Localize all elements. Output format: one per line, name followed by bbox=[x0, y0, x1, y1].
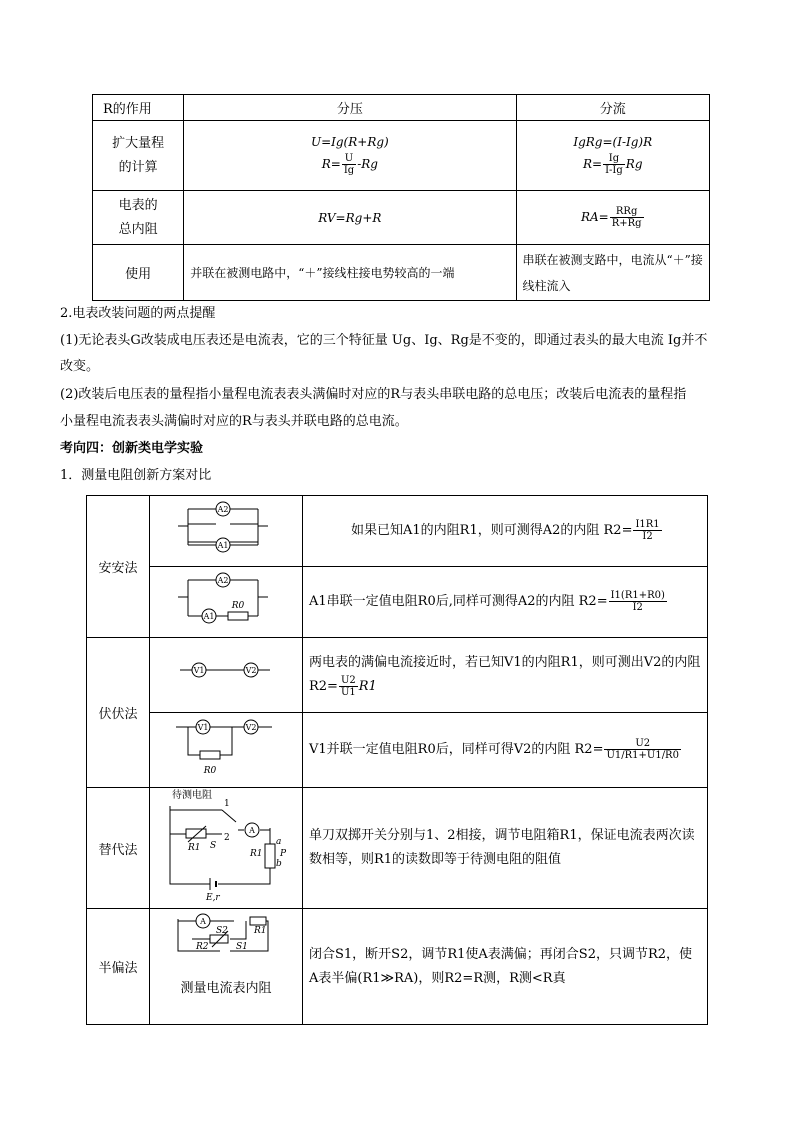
svg-text:1: 1 bbox=[224, 799, 230, 809]
text-aa-2: A1串联一定值电阻R0后,同样可测得A2的内阻 R2= $\frac{I1(R1+R0)}{I2}$ bbox=[303, 567, 708, 638]
range-ammeter-cell: IgRg=(I-Ig)R R= $\frac{Ig}{I-Ig}$ Rg bbox=[516, 121, 710, 191]
svg-text:b: b bbox=[276, 859, 282, 869]
text-vv-1: 两电表的满偏电流接近时，若已知V1的内阻R1，则可测出V2的内阻 R2= $\frac{U2}{U1}$ R1 bbox=[303, 638, 708, 713]
svg-text:S: S bbox=[210, 841, 217, 851]
section4-subtitle: 1．测量电阻创新方案对比 bbox=[60, 468, 212, 483]
diagram-aa-2 bbox=[150, 567, 303, 638]
svg-text:R0: R0 bbox=[231, 601, 245, 611]
diagram-vv-2 bbox=[150, 713, 303, 788]
svg-text:A: A bbox=[200, 917, 206, 926]
label-a1: A1 bbox=[217, 541, 229, 550]
svg-text:2: 2 bbox=[224, 833, 230, 843]
method-name-half: 半偏法 bbox=[87, 909, 150, 1025]
diagram-vv-1 bbox=[150, 638, 303, 713]
resistance-label: 电表的 总内阻 bbox=[93, 191, 184, 245]
method-name-sub: 替代法 bbox=[87, 788, 150, 909]
svg-text:P: P bbox=[280, 849, 287, 859]
svg-text:S2: S2 bbox=[216, 926, 228, 936]
section2-title: 2.电表改装问题的两点提醒 bbox=[60, 306, 216, 321]
range-label: 扩大量程 的计算 bbox=[93, 121, 184, 191]
svg-text:a: a bbox=[276, 837, 282, 847]
svg-text:S1: S1 bbox=[236, 942, 248, 952]
svg-text:R2: R2 bbox=[196, 942, 209, 952]
resistance-ammeter-cell: RA= $\frac{\text{RRg}}{R+Rg}$ bbox=[516, 191, 710, 245]
svg-text:R0: R0 bbox=[203, 766, 217, 776]
resistance-voltmeter-cell: RV=Rg+R bbox=[184, 191, 516, 245]
svg-text:V1: V1 bbox=[193, 666, 205, 675]
use-label: 使用 bbox=[93, 245, 184, 301]
circuit-two-ammeters bbox=[150, 496, 302, 562]
half-caption: 测量电流表内阻 bbox=[180, 981, 272, 996]
text-aa-1: 如果已知A1的内阻R1，则可测得A2的内阻 R2= $\frac{I1R1}{I2}$ bbox=[303, 496, 708, 567]
section2-p2-line1: (2)改装后电压表的量程指小量程电流表表头满偏时对应的R与表头串联电路的总电压；改装后电流表的量程指 bbox=[60, 387, 687, 402]
svg-text:A1: A1 bbox=[203, 612, 215, 621]
circuit-substitution bbox=[150, 788, 302, 904]
svg-text:V2: V2 bbox=[245, 666, 257, 675]
diagram-aa-1 bbox=[150, 496, 303, 567]
text-sub: 单刀双掷开关分别与1、2相接，调节电阻箱R1，保证电流表两次读数相等，则R1的读数即等于待测电阻的阻值 bbox=[303, 788, 708, 909]
use-ammeter-cell: 串联在被测支路中，电流从“＋”接线柱流入 bbox=[516, 245, 710, 301]
text-half: 闭合S1，断开S2，调节R1使A表满偏；再闭合S2，只调节R2，使A表半偏(R1≫RA)，则R2=R测，R测<R真 bbox=[303, 909, 708, 1025]
method-name-aa: 安安法 bbox=[87, 496, 150, 638]
method-name-vv: 伏伏法 bbox=[87, 638, 150, 788]
section2-p1-line1: (1)无论表头G改装成电压表还是电流表，它的三个特征量 Ug、Ig、Rg是不变的，即通过表头的最大电流 Ig并不 bbox=[60, 333, 708, 348]
header-shunt: 分流 bbox=[516, 95, 710, 121]
circuit-ammeter-series-r0 bbox=[150, 567, 302, 633]
svg-text:E,r: E,r bbox=[206, 893, 220, 903]
svg-text:V2: V2 bbox=[245, 723, 257, 732]
svg-text:A2: A2 bbox=[217, 576, 229, 585]
diagram-sub bbox=[150, 788, 303, 909]
use-voltmeter-cell: 并联在被测电路中，“＋”接线柱接电势较高的一端 bbox=[184, 245, 516, 301]
diagram-half bbox=[150, 909, 303, 1025]
range-voltmeter-cell: U=Ig(R+Rg) R= $\frac{U}{Ig}$ -Rg bbox=[184, 121, 516, 191]
svg-text:待测电阻: 待测电阻 bbox=[172, 790, 212, 801]
section4-title: 考向四：创新类电学实验 bbox=[60, 441, 204, 456]
resistance-methods-table bbox=[86, 495, 708, 1025]
header-role: R的作用 bbox=[93, 95, 184, 121]
svg-text:A: A bbox=[249, 826, 255, 835]
svg-text:R1: R1 bbox=[254, 926, 267, 936]
section2-p2-line2: 小量程电流表表头满偏时对应的R与表头并联电路的总电流。 bbox=[60, 414, 408, 429]
section2-p1-line2: 改变。 bbox=[60, 359, 100, 374]
svg-text:V1: V1 bbox=[197, 723, 209, 732]
meter-conversion-table bbox=[92, 94, 710, 301]
svg-text:R1: R1 bbox=[188, 843, 201, 853]
label-a2: A2 bbox=[217, 505, 229, 514]
circuit-voltmeter-parallel-r0 bbox=[150, 713, 302, 783]
header-divider: 分压 bbox=[184, 95, 516, 121]
text-vv-2: V1并联一定值电阻R0后，同样可得V2的内阻 R2= $\frac{U2}{U1/R1+U1/R0}$ bbox=[303, 713, 708, 788]
circuit-two-voltmeters-series bbox=[150, 638, 302, 708]
svg-text:R1: R1 bbox=[250, 849, 263, 859]
